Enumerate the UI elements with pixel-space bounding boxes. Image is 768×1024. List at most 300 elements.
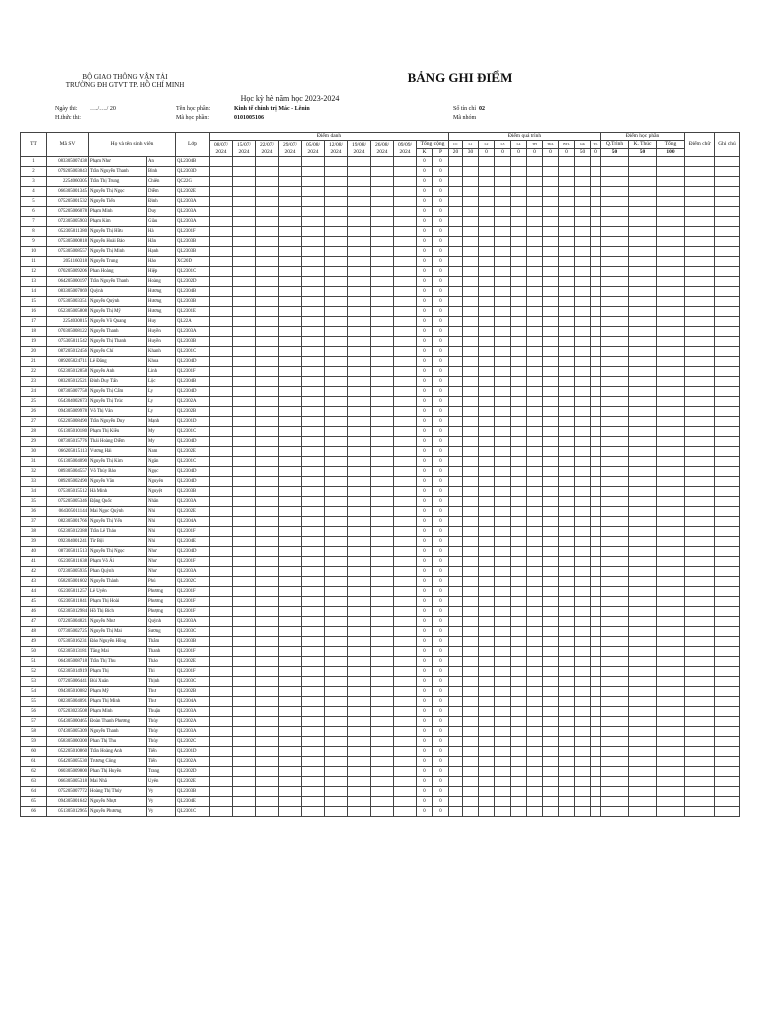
score-cell[interactable] — [657, 197, 685, 207]
attendance-cell[interactable] — [371, 807, 394, 817]
score-cell[interactable] — [527, 437, 543, 447]
score-cell[interactable] — [559, 587, 575, 597]
score-cell[interactable] — [559, 357, 575, 367]
score-cell[interactable] — [601, 707, 629, 717]
attendance-cell[interactable] — [394, 487, 417, 497]
score-cell[interactable] — [601, 727, 629, 737]
score-cell[interactable] — [601, 157, 629, 167]
score-cell[interactable] — [463, 437, 479, 447]
score-cell[interactable] — [575, 787, 591, 797]
attendance-cell[interactable] — [302, 357, 325, 367]
score-cell[interactable] — [601, 387, 629, 397]
score-cell[interactable] — [543, 717, 559, 727]
score-cell[interactable] — [479, 387, 495, 397]
score-cell[interactable] — [715, 247, 740, 257]
attendance-cell[interactable] — [348, 327, 371, 337]
score-cell[interactable] — [715, 667, 740, 677]
score-cell[interactable] — [543, 397, 559, 407]
score-cell[interactable] — [715, 257, 740, 267]
attendance-cell[interactable] — [325, 687, 348, 697]
score-cell[interactable] — [559, 167, 575, 177]
score-cell[interactable] — [495, 237, 511, 247]
score-cell[interactable] — [495, 397, 511, 407]
attendance-cell[interactable] — [325, 807, 348, 817]
score-cell[interactable] — [657, 217, 685, 227]
attendance-cell[interactable] — [348, 157, 371, 167]
attendance-cell[interactable] — [371, 497, 394, 507]
attendance-cell[interactable] — [210, 177, 233, 187]
attendance-cell[interactable] — [302, 697, 325, 707]
attendance-cell[interactable] — [233, 157, 256, 167]
attendance-cell[interactable] — [371, 527, 394, 537]
attendance-cell[interactable] — [348, 447, 371, 457]
score-cell[interactable] — [479, 297, 495, 307]
attendance-cell[interactable] — [256, 797, 279, 807]
score-cell[interactable] — [591, 617, 601, 627]
attendance-cell[interactable] — [371, 327, 394, 337]
attendance-cell[interactable] — [348, 477, 371, 487]
score-cell[interactable] — [575, 467, 591, 477]
attendance-cell[interactable] — [371, 667, 394, 677]
score-cell[interactable] — [601, 217, 629, 227]
attendance-cell[interactable] — [279, 347, 302, 357]
score-cell[interactable] — [575, 307, 591, 317]
score-cell[interactable] — [685, 467, 715, 477]
score-cell[interactable] — [527, 507, 543, 517]
score-cell[interactable] — [463, 227, 479, 237]
score-cell[interactable] — [543, 617, 559, 627]
score-cell[interactable] — [559, 777, 575, 787]
score-cell[interactable] — [629, 527, 657, 537]
attendance-cell[interactable] — [233, 707, 256, 717]
score-cell[interactable] — [715, 597, 740, 607]
attendance-cell[interactable] — [325, 397, 348, 407]
attendance-cell[interactable] — [210, 767, 233, 777]
score-cell[interactable] — [575, 157, 591, 167]
score-cell[interactable] — [511, 247, 527, 257]
attendance-cell[interactable] — [279, 617, 302, 627]
score-cell[interactable] — [575, 707, 591, 717]
attendance-cell[interactable] — [371, 617, 394, 627]
attendance-cell[interactable] — [348, 357, 371, 367]
score-cell[interactable] — [591, 347, 601, 357]
score-cell[interactable] — [685, 717, 715, 727]
score-cell[interactable] — [559, 677, 575, 687]
score-cell[interactable] — [559, 707, 575, 717]
attendance-cell[interactable] — [302, 367, 325, 377]
attendance-cell[interactable] — [371, 767, 394, 777]
score-cell[interactable] — [601, 367, 629, 377]
score-cell[interactable] — [511, 287, 527, 297]
score-cell[interactable] — [559, 397, 575, 407]
score-cell[interactable] — [575, 377, 591, 387]
score-cell[interactable] — [527, 317, 543, 327]
score-cell[interactable] — [591, 307, 601, 317]
attendance-cell[interactable] — [325, 717, 348, 727]
score-cell[interactable] — [629, 417, 657, 427]
attendance-cell[interactable] — [371, 467, 394, 477]
attendance-cell[interactable] — [279, 577, 302, 587]
score-cell[interactable] — [575, 337, 591, 347]
attendance-cell[interactable] — [210, 567, 233, 577]
attendance-cell[interactable] — [371, 177, 394, 187]
score-cell[interactable] — [629, 407, 657, 417]
score-cell[interactable] — [601, 647, 629, 657]
score-cell[interactable] — [591, 237, 601, 247]
attendance-cell[interactable] — [256, 807, 279, 817]
score-cell[interactable] — [449, 487, 463, 497]
attendance-cell[interactable] — [279, 807, 302, 817]
attendance-cell[interactable] — [394, 257, 417, 267]
score-cell[interactable] — [479, 227, 495, 237]
attendance-cell[interactable] — [279, 367, 302, 377]
score-cell[interactable] — [657, 417, 685, 427]
score-cell[interactable] — [479, 287, 495, 297]
attendance-cell[interactable] — [233, 357, 256, 367]
attendance-cell[interactable] — [325, 267, 348, 277]
score-cell[interactable] — [685, 187, 715, 197]
attendance-cell[interactable] — [279, 677, 302, 687]
attendance-cell[interactable] — [210, 657, 233, 667]
score-cell[interactable] — [449, 537, 463, 547]
score-cell[interactable] — [685, 367, 715, 377]
score-cell[interactable] — [543, 247, 559, 257]
score-cell[interactable] — [601, 187, 629, 197]
score-cell[interactable] — [527, 467, 543, 477]
attendance-cell[interactable] — [210, 707, 233, 717]
score-cell[interactable] — [657, 337, 685, 347]
attendance-cell[interactable] — [348, 297, 371, 307]
score-cell[interactable] — [543, 257, 559, 267]
score-cell[interactable] — [715, 167, 740, 177]
attendance-cell[interactable] — [348, 617, 371, 627]
attendance-cell[interactable] — [394, 217, 417, 227]
attendance-cell[interactable] — [302, 497, 325, 507]
score-cell[interactable] — [495, 727, 511, 737]
attendance-cell[interactable] — [256, 567, 279, 577]
score-cell[interactable] — [463, 707, 479, 717]
attendance-cell[interactable] — [325, 567, 348, 577]
score-cell[interactable] — [527, 607, 543, 617]
attendance-cell[interactable] — [279, 317, 302, 327]
attendance-cell[interactable] — [210, 557, 233, 567]
attendance-cell[interactable] — [256, 557, 279, 567]
attendance-cell[interactable] — [348, 587, 371, 597]
score-cell[interactable] — [629, 297, 657, 307]
score-cell[interactable] — [591, 217, 601, 227]
score-cell[interactable] — [629, 757, 657, 767]
score-cell[interactable] — [657, 357, 685, 367]
attendance-cell[interactable] — [302, 427, 325, 437]
attendance-cell[interactable] — [325, 387, 348, 397]
attendance-cell[interactable] — [348, 247, 371, 257]
score-cell[interactable] — [463, 257, 479, 267]
score-cell[interactable] — [685, 217, 715, 227]
score-cell[interactable] — [527, 747, 543, 757]
attendance-cell[interactable] — [233, 517, 256, 527]
score-cell[interactable] — [685, 437, 715, 447]
score-cell[interactable] — [601, 377, 629, 387]
attendance-cell[interactable] — [394, 567, 417, 577]
score-cell[interactable] — [657, 407, 685, 417]
score-cell[interactable] — [479, 337, 495, 347]
score-cell[interactable] — [527, 327, 543, 337]
score-cell[interactable] — [479, 467, 495, 477]
score-cell[interactable] — [591, 727, 601, 737]
score-cell[interactable] — [543, 367, 559, 377]
attendance-cell[interactable] — [302, 607, 325, 617]
score-cell[interactable] — [543, 547, 559, 557]
attendance-cell[interactable] — [279, 447, 302, 457]
attendance-cell[interactable] — [279, 687, 302, 697]
attendance-cell[interactable] — [302, 507, 325, 517]
score-cell[interactable] — [511, 417, 527, 427]
attendance-cell[interactable] — [348, 457, 371, 467]
attendance-cell[interactable] — [210, 397, 233, 407]
score-cell[interactable] — [629, 457, 657, 467]
score-cell[interactable] — [591, 767, 601, 777]
score-cell[interactable] — [575, 627, 591, 637]
score-cell[interactable] — [591, 657, 601, 667]
attendance-cell[interactable] — [210, 277, 233, 287]
attendance-cell[interactable] — [394, 297, 417, 307]
score-cell[interactable] — [449, 587, 463, 597]
score-cell[interactable] — [685, 737, 715, 747]
score-cell[interactable] — [511, 627, 527, 637]
score-cell[interactable] — [591, 577, 601, 587]
attendance-cell[interactable] — [302, 347, 325, 357]
attendance-cell[interactable] — [325, 547, 348, 557]
score-cell[interactable] — [527, 597, 543, 607]
attendance-cell[interactable] — [210, 527, 233, 537]
score-cell[interactable] — [657, 807, 685, 817]
attendance-cell[interactable] — [279, 517, 302, 527]
score-cell[interactable] — [479, 767, 495, 777]
score-cell[interactable] — [559, 757, 575, 767]
attendance-cell[interactable] — [233, 677, 256, 687]
score-cell[interactable] — [715, 807, 740, 817]
score-cell[interactable] — [591, 367, 601, 377]
score-cell[interactable] — [685, 557, 715, 567]
score-cell[interactable] — [559, 447, 575, 457]
score-cell[interactable] — [511, 557, 527, 567]
score-cell[interactable] — [715, 367, 740, 377]
attendance-cell[interactable] — [210, 597, 233, 607]
score-cell[interactable] — [601, 427, 629, 437]
score-cell[interactable] — [715, 677, 740, 687]
score-cell[interactable] — [715, 497, 740, 507]
score-cell[interactable] — [527, 627, 543, 637]
score-cell[interactable] — [527, 307, 543, 317]
score-cell[interactable] — [685, 477, 715, 487]
attendance-cell[interactable] — [210, 607, 233, 617]
score-cell[interactable] — [511, 647, 527, 657]
score-cell[interactable] — [629, 237, 657, 247]
score-cell[interactable] — [629, 367, 657, 377]
attendance-cell[interactable] — [325, 327, 348, 337]
score-cell[interactable] — [715, 767, 740, 777]
attendance-cell[interactable] — [348, 697, 371, 707]
score-cell[interactable] — [657, 777, 685, 787]
score-cell[interactable] — [449, 727, 463, 737]
score-cell[interactable] — [601, 697, 629, 707]
score-cell[interactable] — [463, 287, 479, 297]
score-cell[interactable] — [543, 697, 559, 707]
attendance-cell[interactable] — [325, 317, 348, 327]
attendance-cell[interactable] — [371, 347, 394, 357]
score-cell[interactable] — [463, 427, 479, 437]
attendance-cell[interactable] — [233, 777, 256, 787]
score-cell[interactable] — [463, 677, 479, 687]
attendance-cell[interactable] — [210, 377, 233, 387]
attendance-cell[interactable] — [302, 747, 325, 757]
score-cell[interactable] — [685, 587, 715, 597]
score-cell[interactable] — [657, 757, 685, 767]
attendance-cell[interactable] — [371, 727, 394, 737]
attendance-cell[interactable] — [302, 307, 325, 317]
score-cell[interactable] — [601, 277, 629, 287]
score-cell[interactable] — [657, 547, 685, 557]
score-cell[interactable] — [685, 157, 715, 167]
score-cell[interactable] — [463, 697, 479, 707]
score-cell[interactable] — [591, 547, 601, 557]
attendance-cell[interactable] — [233, 217, 256, 227]
score-cell[interactable] — [543, 527, 559, 537]
score-cell[interactable] — [591, 227, 601, 237]
score-cell[interactable] — [495, 337, 511, 347]
score-cell[interactable] — [601, 617, 629, 627]
attendance-cell[interactable] — [325, 277, 348, 287]
score-cell[interactable] — [495, 567, 511, 577]
score-cell[interactable] — [559, 347, 575, 357]
score-cell[interactable] — [657, 517, 685, 527]
score-cell[interactable] — [495, 347, 511, 357]
score-cell[interactable] — [543, 607, 559, 617]
score-cell[interactable] — [449, 277, 463, 287]
score-cell[interactable] — [715, 617, 740, 627]
attendance-cell[interactable] — [256, 377, 279, 387]
attendance-cell[interactable] — [394, 467, 417, 477]
attendance-cell[interactable] — [348, 757, 371, 767]
score-cell[interactable] — [559, 567, 575, 577]
attendance-cell[interactable] — [302, 287, 325, 297]
attendance-cell[interactable] — [394, 737, 417, 747]
attendance-cell[interactable] — [302, 617, 325, 627]
score-cell[interactable] — [657, 277, 685, 287]
score-cell[interactable] — [495, 247, 511, 257]
attendance-cell[interactable] — [325, 697, 348, 707]
score-cell[interactable] — [449, 607, 463, 617]
attendance-cell[interactable] — [348, 397, 371, 407]
attendance-cell[interactable] — [348, 527, 371, 537]
attendance-cell[interactable] — [302, 237, 325, 247]
score-cell[interactable] — [543, 807, 559, 817]
attendance-cell[interactable] — [233, 647, 256, 657]
attendance-cell[interactable] — [394, 187, 417, 197]
score-cell[interactable] — [629, 617, 657, 627]
score-cell[interactable] — [601, 267, 629, 277]
attendance-cell[interactable] — [279, 187, 302, 197]
attendance-cell[interactable] — [371, 247, 394, 257]
score-cell[interactable] — [575, 457, 591, 467]
score-cell[interactable] — [629, 397, 657, 407]
score-cell[interactable] — [591, 327, 601, 337]
score-cell[interactable] — [601, 297, 629, 307]
attendance-cell[interactable] — [371, 627, 394, 637]
score-cell[interactable] — [463, 777, 479, 787]
attendance-cell[interactable] — [279, 237, 302, 247]
attendance-cell[interactable] — [279, 427, 302, 437]
score-cell[interactable] — [559, 627, 575, 637]
attendance-cell[interactable] — [325, 157, 348, 167]
attendance-cell[interactable] — [302, 767, 325, 777]
score-cell[interactable] — [463, 267, 479, 277]
attendance-cell[interactable] — [325, 607, 348, 617]
score-cell[interactable] — [449, 267, 463, 277]
score-cell[interactable] — [657, 667, 685, 677]
score-cell[interactable] — [463, 457, 479, 467]
attendance-cell[interactable] — [394, 327, 417, 337]
attendance-cell[interactable] — [325, 507, 348, 517]
score-cell[interactable] — [527, 347, 543, 357]
attendance-cell[interactable] — [394, 167, 417, 177]
attendance-cell[interactable] — [325, 217, 348, 227]
attendance-cell[interactable] — [325, 557, 348, 567]
score-cell[interactable] — [495, 477, 511, 487]
score-cell[interactable] — [479, 647, 495, 657]
attendance-cell[interactable] — [233, 287, 256, 297]
score-cell[interactable] — [449, 337, 463, 347]
score-cell[interactable] — [629, 177, 657, 187]
attendance-cell[interactable] — [325, 207, 348, 217]
score-cell[interactable] — [495, 407, 511, 417]
score-cell[interactable] — [715, 437, 740, 447]
attendance-cell[interactable] — [302, 187, 325, 197]
score-cell[interactable] — [495, 637, 511, 647]
attendance-cell[interactable] — [256, 297, 279, 307]
score-cell[interactable] — [495, 367, 511, 377]
attendance-cell[interactable] — [394, 397, 417, 407]
score-cell[interactable] — [685, 197, 715, 207]
score-cell[interactable] — [575, 667, 591, 677]
attendance-cell[interactable] — [256, 717, 279, 727]
score-cell[interactable] — [543, 647, 559, 657]
score-cell[interactable] — [657, 207, 685, 217]
score-cell[interactable] — [715, 277, 740, 287]
score-cell[interactable] — [629, 437, 657, 447]
score-cell[interactable] — [559, 277, 575, 287]
attendance-cell[interactable] — [233, 727, 256, 737]
score-cell[interactable] — [629, 317, 657, 327]
score-cell[interactable] — [479, 357, 495, 367]
attendance-cell[interactable] — [302, 197, 325, 207]
attendance-cell[interactable] — [302, 537, 325, 547]
score-cell[interactable] — [715, 287, 740, 297]
score-cell[interactable] — [601, 627, 629, 637]
attendance-cell[interactable] — [348, 237, 371, 247]
score-cell[interactable] — [575, 437, 591, 447]
score-cell[interactable] — [527, 397, 543, 407]
score-cell[interactable] — [463, 247, 479, 257]
score-cell[interactable] — [601, 347, 629, 357]
score-cell[interactable] — [527, 237, 543, 247]
score-cell[interactable] — [449, 797, 463, 807]
score-cell[interactable] — [575, 607, 591, 617]
score-cell[interactable] — [715, 217, 740, 227]
score-cell[interactable] — [657, 687, 685, 697]
attendance-cell[interactable] — [279, 527, 302, 537]
attendance-cell[interactable] — [210, 337, 233, 347]
